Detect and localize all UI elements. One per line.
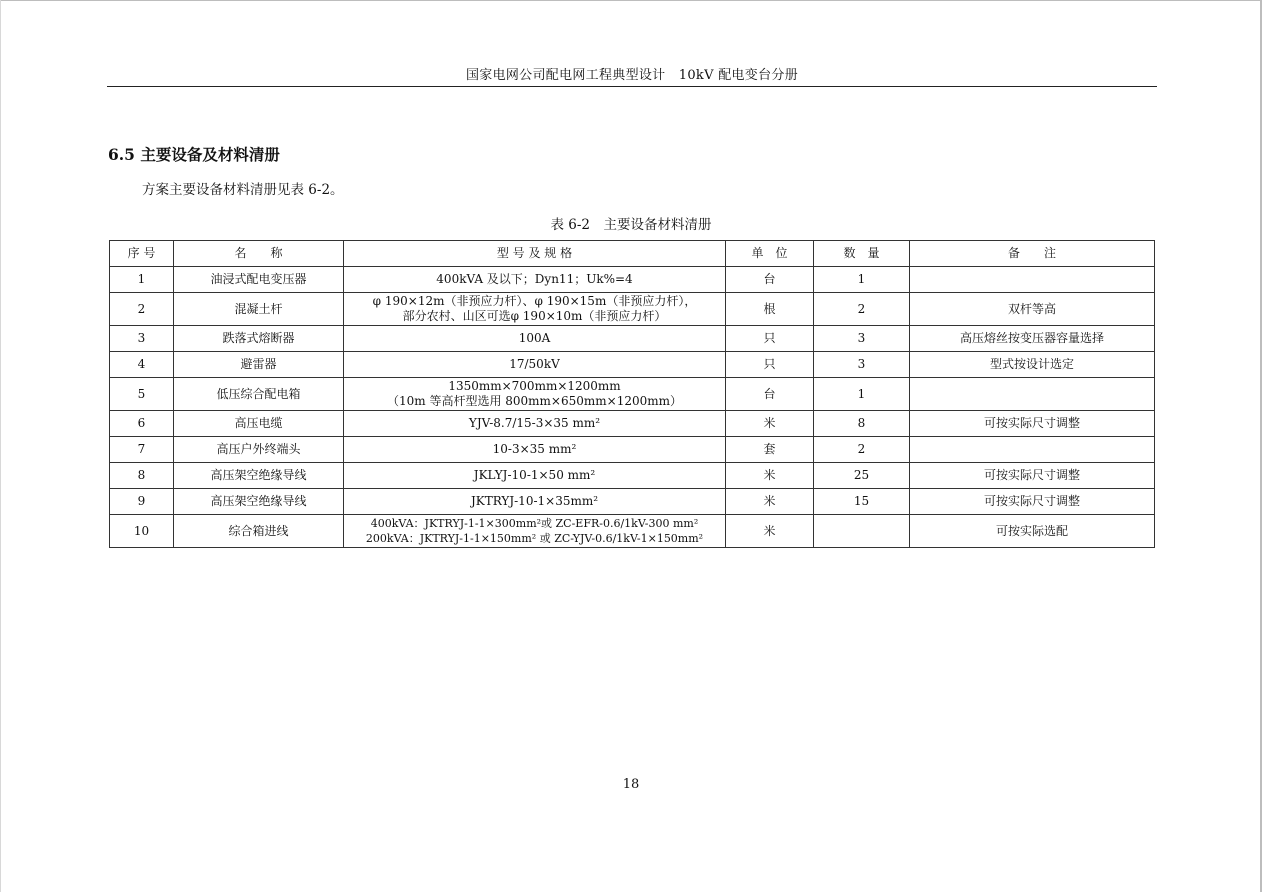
cell-spec: JKLYJ-10-1×50 mm² (344, 463, 726, 489)
running-header: 国家电网公司配电网工程典型设计 10kV 配电变台分册 (465, 68, 799, 83)
cell-qty: 2 (814, 437, 910, 463)
cell-unit: 米 (726, 411, 814, 437)
cell-name: 高压电缆 (174, 411, 344, 437)
cell-no: 10 (110, 515, 174, 548)
table-row (110, 293, 1155, 326)
cell-spec: YJV-8.7/15-3×35 mm² (344, 411, 726, 437)
cell-no: 6 (110, 411, 174, 437)
cell-name: 油浸式配电变压器 (174, 267, 344, 293)
table-caption: 表 6-2 主要设备材料清册 (550, 217, 712, 233)
cell-spec: 400kVA 及以下；Dyn11；Uk%=4 (344, 267, 726, 293)
table-row (110, 411, 1155, 437)
cell-no: 2 (110, 293, 174, 326)
cell-unit: 米 (726, 489, 814, 515)
table-row (110, 378, 1155, 411)
cell-note (910, 378, 1155, 411)
cell-name: 低压综合配电箱 (174, 378, 344, 411)
column-header-unit: 单 位 (726, 241, 814, 267)
cell-unit: 根 (726, 293, 814, 326)
cell-note: 可按实际尺寸调整 (910, 489, 1155, 515)
cell-qty: 25 (814, 463, 910, 489)
table-row (110, 326, 1155, 352)
cell-spec: 400kVA：JKTRYJ-1-1×300mm²或 ZC-EFR-0.6/1kV-300 mm² 200kVA：JKTRYJ-1-1×150mm² 或 ZC-YJV-0.6/1kV-1×150mm² (344, 515, 726, 548)
cell-spec: JKTRYJ-10-1×35mm² (344, 489, 726, 515)
cell-spec: φ 190×12m（非预应力杆）、φ 190×15m（非预应力杆）， 部分农村、山区可选φ 190×10m（非预应力杆） (344, 293, 726, 326)
cell-qty: 1 (814, 267, 910, 293)
cell-note (910, 437, 1155, 463)
cell-no: 5 (110, 378, 174, 411)
cell-unit: 米 (726, 463, 814, 489)
cell-unit: 只 (726, 352, 814, 378)
page-border (0, 0, 1, 892)
header-rule (107, 86, 1157, 87)
cell-unit: 套 (726, 437, 814, 463)
cell-no: 3 (110, 326, 174, 352)
column-header-name: 名 称 (174, 241, 344, 267)
cell-name: 避雷器 (174, 352, 344, 378)
page-number: 18 (622, 777, 640, 792)
table-row (110, 437, 1155, 463)
table-row (110, 515, 1155, 548)
cell-name: 高压架空绝缘导线 (174, 463, 344, 489)
cell-qty: 8 (814, 411, 910, 437)
cell-no: 7 (110, 437, 174, 463)
cell-note: 可按实际选配 (910, 515, 1155, 548)
cell-name: 混凝土杆 (174, 293, 344, 326)
table-row (110, 489, 1155, 515)
cell-qty: 3 (814, 326, 910, 352)
cell-unit: 只 (726, 326, 814, 352)
table-row (110, 463, 1155, 489)
column-header-note: 备 注 (910, 241, 1155, 267)
cell-note: 可按实际尺寸调整 (910, 411, 1155, 437)
cell-no: 4 (110, 352, 174, 378)
intro-paragraph: 方案主要设备材料清册见表 6-2。 (142, 182, 344, 198)
cell-name: 高压架空绝缘导线 (174, 489, 344, 515)
cell-qty: 15 (814, 489, 910, 515)
cell-no: 8 (110, 463, 174, 489)
cell-no: 9 (110, 489, 174, 515)
table-header-row (110, 241, 1155, 267)
column-header-no: 序 号 (110, 241, 174, 267)
cell-spec: 100A (344, 326, 726, 352)
cell-no: 1 (110, 267, 174, 293)
cell-note (910, 267, 1155, 293)
materials-table (109, 240, 1155, 548)
cell-note: 型式按设计选定 (910, 352, 1155, 378)
cell-name: 高压户外终端头 (174, 437, 344, 463)
cell-unit: 台 (726, 378, 814, 411)
page-border (0, 0, 1262, 1)
table-row (110, 267, 1155, 293)
column-header-qty: 数 量 (814, 241, 910, 267)
cell-spec: 10-3×35 mm² (344, 437, 726, 463)
cell-note: 可按实际尺寸调整 (910, 463, 1155, 489)
cell-unit: 台 (726, 267, 814, 293)
cell-spec: 17/50kV (344, 352, 726, 378)
cell-qty: 2 (814, 293, 910, 326)
cell-note: 双杆等高 (910, 293, 1155, 326)
cell-spec: 1350mm×700mm×1200mm （10m 等高杆型选用 800mm×650mm×1200mm） (344, 378, 726, 411)
cell-unit: 米 (726, 515, 814, 548)
cell-note: 高压熔丝按变压器容量选择 (910, 326, 1155, 352)
table-row (110, 352, 1155, 378)
cell-name: 跌落式熔断器 (174, 326, 344, 352)
cell-qty (814, 515, 910, 548)
section-title: 6.5 主要设备及材料清册 (108, 145, 280, 164)
cell-qty: 1 (814, 378, 910, 411)
column-header-spec: 型 号 及 规 格 (344, 241, 726, 267)
cell-name: 综合箱进线 (174, 515, 344, 548)
cell-qty: 3 (814, 352, 910, 378)
